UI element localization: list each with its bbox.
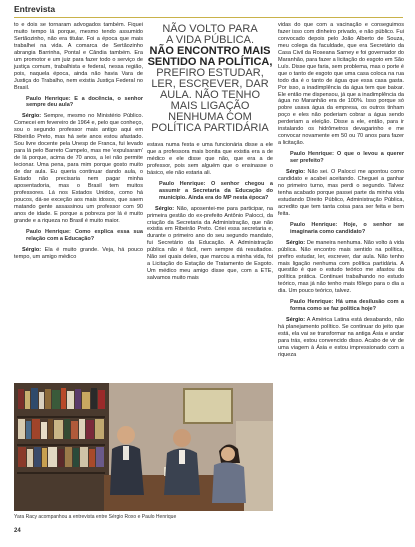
- answer-text: Sempre, mesmo no Ministério Público. Comecei em fevereiro de 1964 e, pelo que conheço, sou o segundo professor mais antigo aqui em Ribeirão Preto, mas há sete anos estou afastado. Sou livre docente pela Unesp de Franca, fui levado para lá pelo Barreto Campelo, mas me 'expulsaram' de lá porque, acima de 70 anos, a lei não permite lecionar. Uma pena, para mim porque gosto muito de dar aula. Eu queria continuar dando aula, o Estado não precisaria nem pagar minha aposentadoria, mas o Brasil tem muitos professores. Lá nos Estados Unidos, como há poucos, dá-se exceção aos mais idosos, que saem matando gente assassinou um professor com 90 anos de idade. E porque a pobreza por lá é muito grande e a riqueza no Brasil é muito maior.: [14, 113, 143, 224]
- interview-photo: [14, 383, 273, 511]
- column-1: [14, 22, 143, 265]
- paragraph: vidas do que com a vacinação e conseguimos fazer isso com dinheiro privado, e não público. Fui convocado depois pelo João Alberto de Souza, meu colega da faculdade, que era Secretário da Casa Civil da Roseana Sarney e foi governador do Maranhão, para fazer a licitação do esgoto em São Luís. Disse que faria, sem problema, mas o porte é que o tanto de esgoto que uma casa coloca na rua todo dia é o tanto de água que essa casa gasta. Por isso, a inadimplência da água tem que baixar. Ele então me dispensou, já que a inadimplência da água no Maranhão era de 100%. Isso porque só pobre usava água da empresa, os outros tinham poço e eles não poderiam cobrar a água sendo perderiam a eleição. Disse a ele, então, para ir instalando os hidrômetros devagarinho e me convocar novamente em 50 ou 70 anos para fazer a licitação.: [278, 22, 404, 147]
- pull-quote-line: A VIDA PÚBLICA.: [165, 34, 255, 46]
- answer: [278, 317, 404, 359]
- page-header: [14, 4, 403, 18]
- header-rule: [14, 17, 403, 18]
- speaker-label: Sérgio:: [286, 169, 306, 176]
- page-number: 24: [14, 528, 21, 534]
- answer-text: Não, aposentei-me para participar, na primeira gestão do ex-prefeito Antônio Palocci, da criação da Secretaria da Administração, que não existia em Ribeirão Preto. Criei essa secretaria e, durante o primeiro ano do seu segundo mandato, fui Secretário da Educação. A Administração pública não é fácil, nem sempre dá resultados. Não sei quais deles, que marcou a minha vida, foi a Licitação do Estação de Tratamento de Esgoto. Um médico meu amigo disse que, com a ETE, salvamos muito mais: [147, 205, 273, 282]
- interview-photo-illustration: [14, 383, 273, 511]
- speaker-label: Sérgio:: [22, 113, 42, 120]
- pull-quote-rest: PREFIRO ESTUDAR, LER, ESCREVER, DAR AULA. NÃO TENHO MAIS LIGAÇÃO NENHUMA COM POLÍTICA PARTIDÁRIA: [151, 67, 269, 134]
- speaker-label: Sérgio:: [286, 317, 306, 324]
- pull-quote-highlight: NÃO ENCONTRO MAIS SENTIDO NA POLÍTICA,: [147, 45, 273, 68]
- answer: [147, 206, 273, 282]
- answer-text: De maneira nenhuma. Não volto à vida pública. Não encontro mais sentido na política, prefiro estudar, ler, escrever, dar aula. Não tenho mais ligação nenhuma com política partidária. A questão é que o estudo teórico me afastou da política prática. Continuei trabalhando no estudo teórico, mas já não tenho mais fôlego para o dia a dia. Um pouco teórico, talvez.: [278, 239, 405, 295]
- answer-text: A América Latina está desabando, não há planejamento político. Se continuar do jeito que está, ela vai se transformar na antiga Ásia e andar para trás, estou convencido disso. Acabo de vir de uma viagem à Ásia e estou impressionado com a riqueza: [278, 317, 404, 358]
- pull-quote-line: NÃO VOLTO PARA: [162, 23, 258, 35]
- answer: [14, 247, 143, 261]
- pull-quote: [147, 24, 273, 134]
- answer: [278, 240, 404, 296]
- question: Paulo Henrique: E a docência, o senhor sempre deu aula?: [26, 95, 143, 109]
- question: Paulo Henrique: Há uma desilusão com a forma como se faz política hoje?: [290, 299, 404, 313]
- speaker-label: Sérgio:: [286, 239, 306, 246]
- photo-caption: Yara Racy acompanhou a entrevista entre Sérgio Roxo e Paulo Henrique: [14, 514, 177, 520]
- answer-text: Ela é muito grande. Veja, há pouco tempo, um amigo médico: [14, 246, 143, 260]
- column-2: [147, 22, 273, 286]
- answer: [14, 113, 143, 224]
- paragraph: estava numa festa e uma funcionária disse a ele que a professora mais bonita que existia era a de médico e ele disse que não, que era a de professor, pois sem alguém que o ensinasse o básico, ele não estaria ali.: [147, 142, 273, 176]
- wall-frame: [184, 389, 232, 423]
- speaker-label: Sérgio:: [22, 246, 42, 253]
- answer-text: Não sei. O Palocci me apontou como candidato e acabei aceitando. Cheguei a ganhar no primeiro turno, mas perdi o segundo. Talvez tenha acabado porque passei parte da minha vida estudando Direito Público, Administração Pública, acredito que tem tanta coisa para ser feita e bem feita.: [278, 169, 404, 217]
- question: Paulo Henrique: O que o levou a querer ser prefeito?: [290, 151, 404, 165]
- column-3: [278, 22, 404, 363]
- question: Paulo Henrique: Como explica essa sua relação com a Educação?: [26, 228, 143, 242]
- section-label: Entrevista: [14, 4, 56, 14]
- speaker-label: Sérgio:: [155, 205, 175, 212]
- question: Paulo Henrique: O senhor chegou a assumir a Secretaria da Educação do município. Ainda era do MP nesta época?: [159, 180, 273, 201]
- question: Paulo Henrique: Hoje, o senhor se imaginaria como candidato?: [290, 221, 404, 235]
- paragraph: to e dois se tornaram advogados também. Fiquei muito tempo lá porque, mesmo tendo assumido Sertãozinho, não era titular. Foi a época que mais trabalhei na vida. A comarca de Sertãozinho abrangia Barrinha, Pontal e Cândia também. Era um promotor e um juiz para fazer todo o serviço de justiça comum, trabalhista e federal, nessa região, pois, naquela época, ainda não havia Vara de Justiça do Trabalho, nem existia Justiça Federal no Brasil.: [14, 22, 143, 91]
- answer: [278, 169, 404, 218]
